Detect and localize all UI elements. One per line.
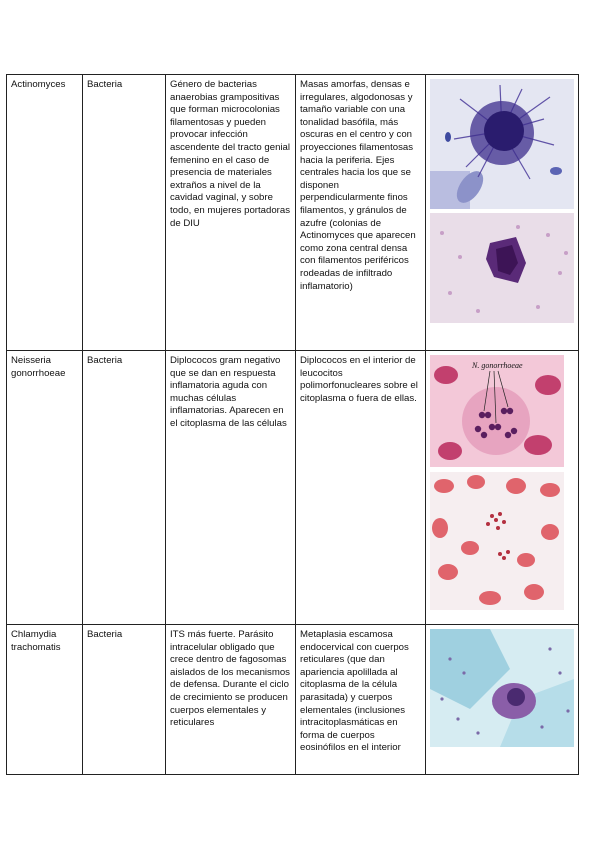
microorganism-table xyxy=(6,74,579,775)
description-cell: ITS más fuerte. Parásito intracelular obligado que crece dentro de fagosomas aislados de los mecanismos de defensa. Durante el ciclo de crecimiento se producen cuerpos elementales y reticulares xyxy=(166,625,296,775)
description-cell: Género de bacterias anaerobias grampositivas que forman microcolonias filamentosas y pueden provocar infección ascendente del tracto genial femenino en el caso de presencia de materiales extraños a nivel de la cavidad vaginal, y sobre todo, en mujeres portadoras de DIU xyxy=(166,75,296,351)
organism-cell: Chlamydia trachomatis xyxy=(7,625,83,775)
organism-cell: Neisseria gonorrhoeae xyxy=(7,351,83,625)
chlamydia-metaplasia-micrograph xyxy=(430,629,575,747)
organism-cell: Actinomyces xyxy=(7,75,83,351)
image-cell xyxy=(426,75,579,351)
findings-cell: Metaplasia escamosa endocervical con cuerpos reticulares (que dan apariencia apolillada al citoplasma de la célula parasitada) y cuerpos elementales (inclusiones intracitoplasmáticas en forma de cuerpos eosinófilos en el interior xyxy=(296,625,426,775)
image-cell xyxy=(426,351,579,625)
type-cell: Bacteria xyxy=(83,75,166,351)
gonorrhoeae-smear-micrograph xyxy=(430,472,575,610)
gonorrhoeae-leukocyte-micrograph xyxy=(430,355,575,467)
description-cell: Diplococos gram negativo que se dan en respuesta inflamatoria aguda con muchas células inflamatorias. Aparecen en el citoplasma de las células xyxy=(166,351,296,625)
image-label: N. gonorrhoeae xyxy=(472,361,523,370)
table-row xyxy=(7,625,579,775)
actinomyces-colony-micrograph xyxy=(430,79,575,209)
findings-cell: Diplococos en el interior de leucocitos polimorfonucleares sobre el citoplasma o fuera de ellas. xyxy=(296,351,426,625)
image-cell xyxy=(426,625,579,775)
actinomyces-granule-micrograph xyxy=(430,213,575,323)
type-cell: Bacteria xyxy=(83,625,166,775)
table-row xyxy=(7,351,579,625)
type-cell: Bacteria xyxy=(83,351,166,625)
table-row xyxy=(7,75,579,351)
findings-cell: Masas amorfas, densas e irregulares, algodonosas y tamaño variable con una tonalidad basófila, más oscuras en el centro y con proyecciones filamentosas hacia la periferia. Ejes centrales hacia los que se disponen perpendicularmente finos filamentos, y gránulos de azufre (colonias de Actinomyces que aparecen como zona central densa con filamentos periféricos rodeadas de infiltrado inflamatorio) xyxy=(296,75,426,351)
